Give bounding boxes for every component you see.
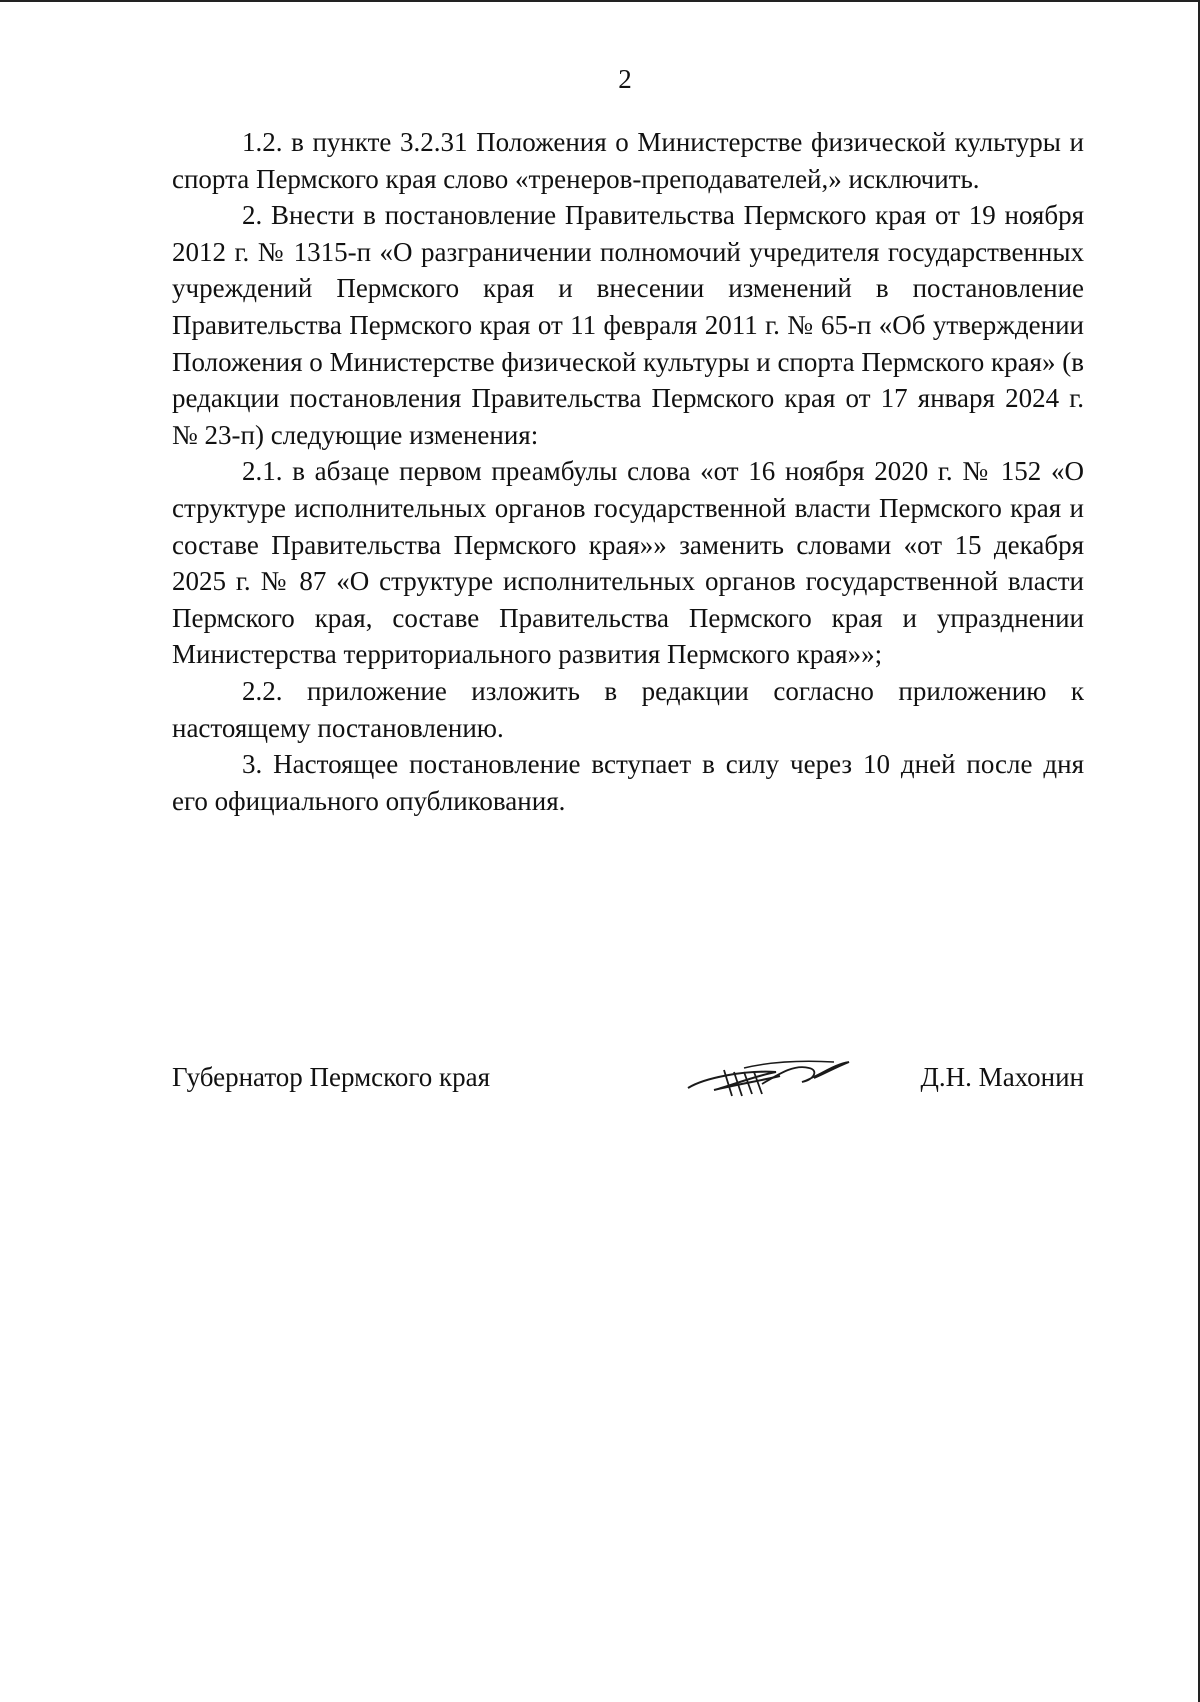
signature-block (172, 1054, 1084, 1114)
paragraph-3: 3. Настоящее постановление вступает в силу через 10 дней после дня его официального опубликования. (172, 749, 1084, 816)
handwritten-signature (684, 1054, 854, 1100)
paragraph-2: 2. Внести в постановление Правительства Пермского края от 19 ноября 2012 г. № 1315-п «О разграничении полномочий учредителя государственных учреждений Пермского края и внесении изменений в постановление Правительства Пермского края от 11 февраля 2011 г. № 65-п «Об утверждении Положения о Министерстве физической культуры и спорта Пермского края» (в редакции постановления Правительства Пермского края от 17 января 2024 г. № 23-п) следующие изменения: (172, 200, 1084, 450)
document-body (172, 124, 1084, 819)
paragraph-2-2: 2.2. приложение изложить в редакции согласно приложению к настоящему постановлению. (172, 675, 1084, 743)
signatory-name: Д.Н. Махонин (920, 1062, 1084, 1092)
signatory-position: Губернатор Пермского края (172, 1062, 491, 1092)
paragraph-2-1: 2.1. в абзаце первом преамбулы слова «от 16 ноября 2020 г. № 152 «О структуре исполнительных органов государственной власти Пермского края и составе Правительства Пермского края»» заменить словами «от 15 декабря 2025 г. № 87 «О структуре исполнительных органов государственной власти Пермского края, составе Правительства Пермского края и упразднении Министерства территориального развития Пермского края»»; (172, 456, 1084, 670)
paragraph-1-2: 1.2. в пункте 3.2.31 Положения о Министерстве физической культуры и спорта Пермского края слово «тренеров-преподавателей,» исключить. (172, 127, 1084, 194)
page-number: 2 (618, 64, 632, 94)
